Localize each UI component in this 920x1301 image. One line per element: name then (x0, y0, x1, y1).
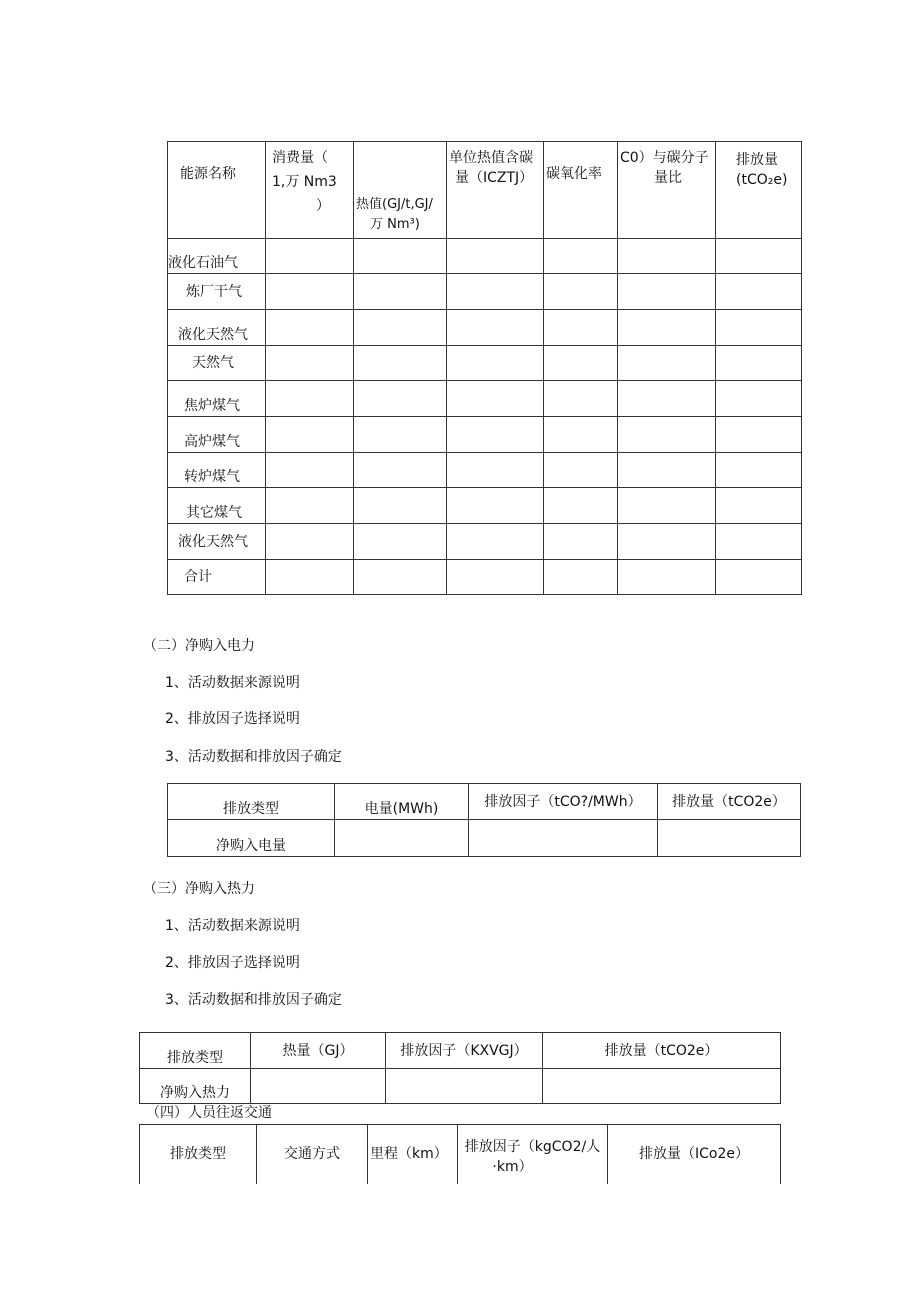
col-emission-factor (469, 784, 658, 820)
energy-name-cell (168, 488, 266, 524)
header-energy-name-text: 能源名称 (180, 166, 236, 182)
row-net-heat-text: 净购入热力 (160, 1085, 230, 1101)
col-emission-type-text: 排放类型 (167, 1050, 223, 1066)
section2-item-3: 3、活动数据和排放因子确定 (165, 749, 342, 765)
col-emission-type (140, 1033, 251, 1069)
header-consumption-line2: 1,万 Nm3 (272, 174, 337, 190)
col-emission-factor (386, 1033, 543, 1069)
section2-item-2: 2、排放因子选择说明 (165, 711, 300, 727)
header-emission-line1: 排放量 (736, 152, 778, 168)
heat-table (139, 1032, 781, 1104)
section2-title: （二）净购入电力 (143, 638, 255, 654)
energy-name: 液化石油气 (168, 255, 238, 271)
energy-name: 高炉煤气 (184, 434, 240, 450)
col-emission (608, 1125, 781, 1184)
section4-title: （四）人员往返交通 (146, 1105, 272, 1121)
col-emission-type (140, 1125, 257, 1184)
table-row (168, 346, 802, 381)
energy-name: 焦炉煤气 (184, 398, 240, 414)
col-transport-mode (257, 1125, 368, 1184)
row-net-electricity (168, 820, 335, 857)
header-emission-line2: (tCO₂e) (736, 172, 788, 188)
col-mileage (368, 1125, 458, 1184)
header-energy-name (168, 142, 266, 239)
table-row (168, 274, 802, 310)
col-electricity-text: 电量(MWh) (364, 801, 439, 817)
header-ratio-line2: 量比 (654, 170, 682, 186)
col-emission (543, 1033, 781, 1069)
energy-name-cell (168, 453, 266, 488)
col-emission-text: 排放量（tCO2e） (672, 793, 786, 810)
col-emission (658, 784, 801, 820)
electricity-table (167, 783, 801, 857)
col-emission-factor-text: 排放因子（tCO?/MWh） (484, 793, 642, 810)
energy-name: 合计 (184, 569, 212, 585)
col-emission-type (168, 784, 335, 820)
energy-name-cell (168, 524, 266, 560)
row-net-heat (140, 1069, 251, 1104)
energy-name-cell (168, 560, 266, 595)
col-emission-type-text: 排放类型 (223, 801, 279, 817)
header-carbon-content (447, 142, 544, 239)
energy-name-cell (168, 274, 266, 310)
header-molecular-ratio (618, 142, 716, 239)
energy-name-cell (168, 310, 266, 346)
table-row (168, 310, 802, 346)
header-heat-line1: 热值(GJ/t,GJ/ (356, 197, 433, 212)
energy-name-cell (168, 346, 266, 381)
header-oxidation-rate (544, 142, 618, 239)
energy-name: 液化天然气 (178, 533, 248, 550)
header-consumption-line1: 消费量（ (272, 150, 328, 166)
section3-item-3: 3、活动数据和排放因子确定 (165, 992, 342, 1008)
table-row (168, 453, 802, 488)
table-row (168, 820, 801, 857)
col-mileage-text: 里程（km） (370, 1146, 448, 1163)
energy-name-cell (168, 381, 266, 417)
energy-name: 炼厂干气 (186, 283, 242, 300)
section3-item-1: 1、活动数据来源说明 (165, 918, 300, 934)
header-carbon-line2: 量（ICZTJ） (455, 170, 534, 186)
header-carbon-line1: 单位热值含碳 (449, 150, 533, 166)
col-emission-factor (458, 1125, 608, 1184)
energy-name: 液化天然气 (178, 327, 248, 343)
table-row (168, 381, 802, 417)
table-row (168, 488, 802, 524)
header-emission (716, 142, 802, 239)
energy-name-cell (168, 239, 266, 274)
col-transport-mode-text: 交通方式 (284, 1146, 340, 1163)
col-emission-type-text: 排放类型 (170, 1146, 226, 1163)
energy-name: 其它煤气 (186, 505, 242, 521)
table-row (168, 239, 802, 274)
energy-name: 转炉煤气 (184, 469, 240, 485)
table-row (168, 417, 802, 453)
table-row (140, 1069, 781, 1104)
col-emission-factor-text: 排放因子（KXVGJ） (400, 1042, 528, 1059)
row-net-electricity-text: 净购入电量 (216, 838, 286, 854)
col-emission-factor-line1: 排放因子（kgCO2/人 (464, 1139, 601, 1156)
energy-name: 天然气 (192, 355, 234, 371)
section2-item-1: 1、活动数据来源说明 (165, 675, 300, 691)
header-consumption (266, 142, 354, 239)
table-row (168, 560, 802, 595)
energy-emission-table (167, 141, 802, 595)
table-row (168, 524, 802, 560)
col-heat-text: 热量（GJ） (282, 1042, 354, 1059)
header-heat-line2: 万 Nm³) (370, 217, 420, 232)
header-consumption-line3: ） (316, 198, 330, 214)
header-heat-value (354, 142, 447, 239)
col-emission-text: 排放量（tCO2e） (604, 1042, 719, 1059)
header-ratio-line1: C0）与碳分子 (620, 150, 709, 166)
section3-item-2: 2、排放因子选择说明 (165, 955, 300, 971)
col-electricity (335, 784, 469, 820)
col-heat (251, 1033, 386, 1069)
col-emission-text: 排放量（ICo2e） (639, 1146, 749, 1163)
energy-name-cell (168, 417, 266, 453)
header-oxidation-text: 碳氧化率 (546, 166, 602, 182)
col-emission-factor-line2: ·km） (492, 1159, 533, 1176)
section3-title: （三）净购入热力 (143, 881, 255, 897)
travel-table (139, 1124, 781, 1184)
